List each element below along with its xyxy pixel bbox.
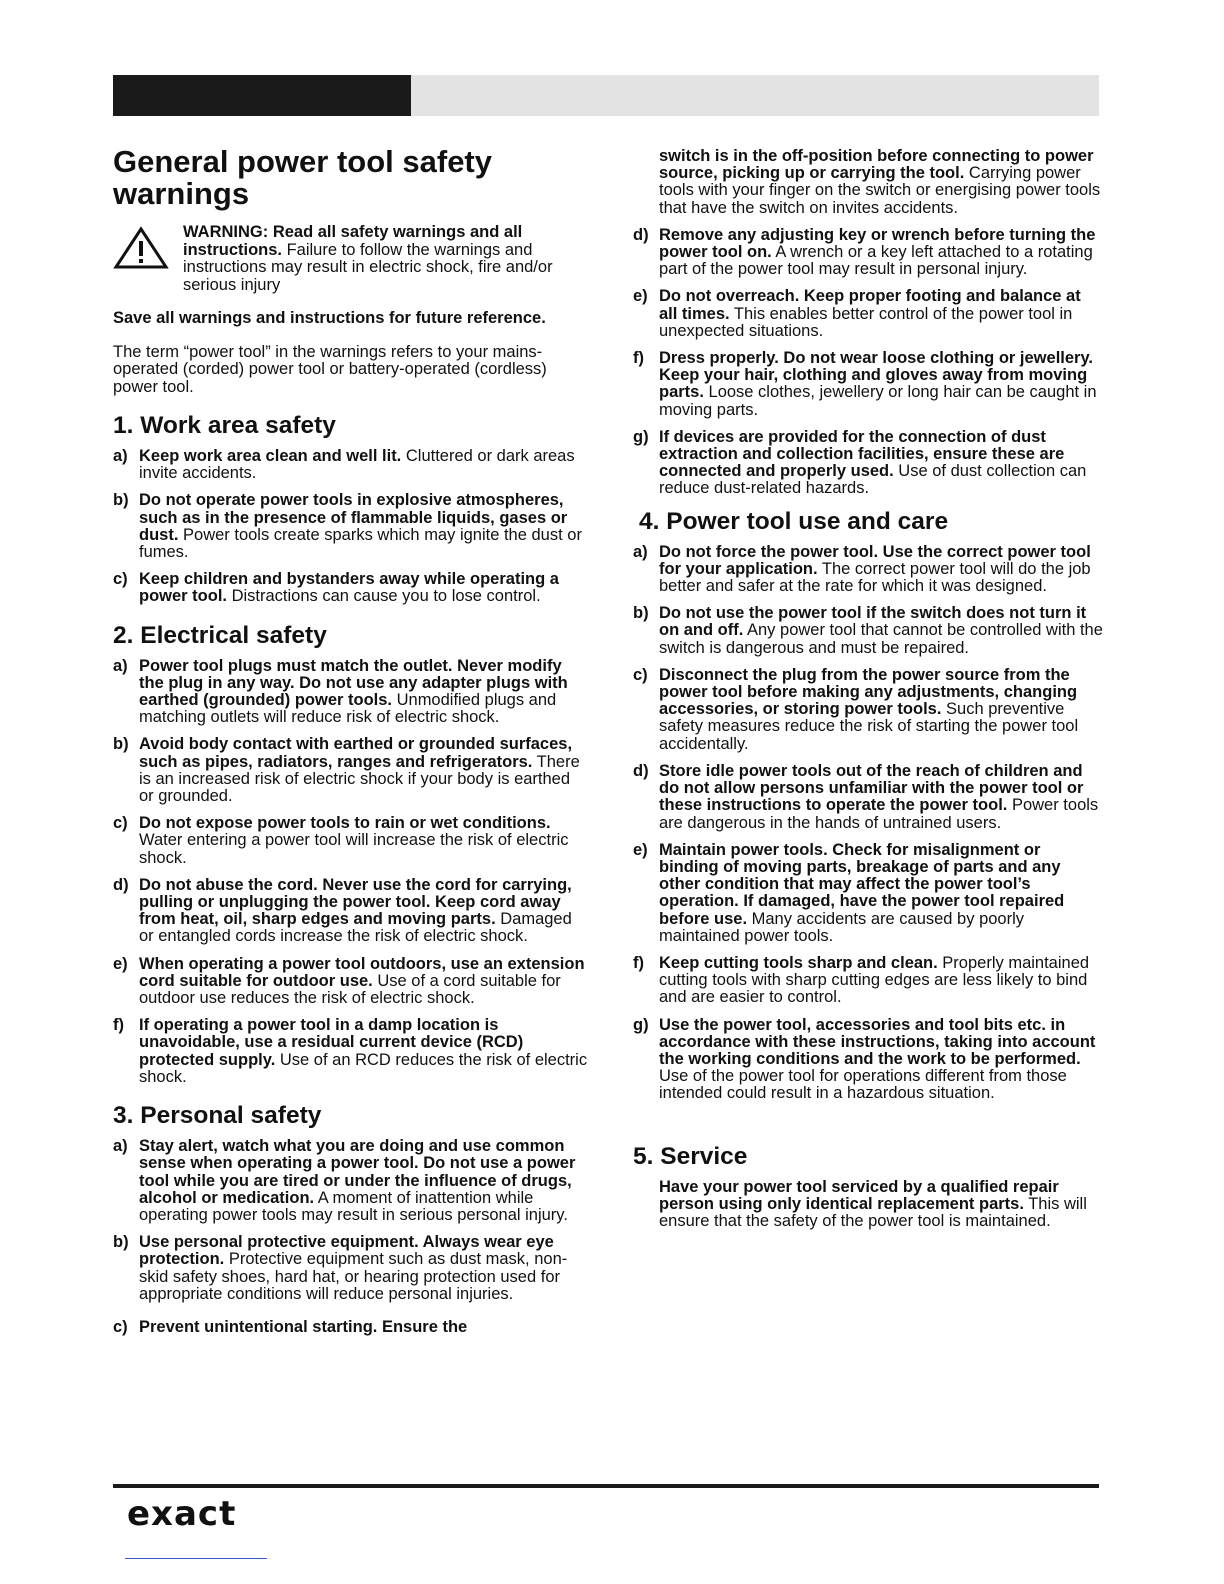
- item-text: Do not operate power tools in explosive atmospheres, such as in the presence of flammable liquids, gases or dust. Power tools create sparks which may ignite the dust or fumes.: [139, 491, 582, 562]
- item-label: d): [113, 875, 129, 894]
- list-item: [633, 605, 1103, 657]
- item-label: f): [633, 349, 644, 368]
- list-item: [633, 429, 1103, 498]
- item-label: b): [113, 1233, 129, 1252]
- warning-body: Failure to follow the warnings and instructions may result in electric shock, fire and/or serious injury: [183, 240, 553, 294]
- list-item: [113, 877, 588, 946]
- item-text: Do not overreach. Keep proper footing and balance at all times. This enables better control of the power tool in unexpected situations.: [659, 287, 1081, 340]
- save-note: [113, 310, 588, 328]
- item-label: c): [113, 814, 128, 833]
- list-item: [113, 1017, 588, 1086]
- warning-text: [113, 224, 588, 294]
- item-label: a): [113, 447, 128, 465]
- list-item: [633, 227, 1103, 279]
- item-label: c): [113, 1317, 128, 1336]
- list-item: [113, 658, 588, 727]
- section-use-care-list: [633, 544, 1103, 1103]
- item-label: b): [113, 735, 129, 754]
- item-text: Use the power tool, accessories and tool bits etc. in accordance with these instructions, taking into account the working conditions and the work to be performed. Use of the power tool for operations different from those intended could result in a hazardous situation.: [659, 1015, 1096, 1103]
- warning-triangle-icon: [113, 226, 169, 270]
- section-service-heading: 5. Service: [633, 1142, 748, 1170]
- section-use-care-heading: 4. Power tool use and care: [639, 507, 949, 535]
- item-label: c): [633, 665, 648, 684]
- section-work-area-list: [113, 448, 588, 606]
- list-item: [113, 448, 588, 482]
- list-item-continued: [633, 148, 1103, 217]
- item-text: Prevent unintentional starting. Ensure the: [139, 1317, 468, 1336]
- item-text: Keep children and bystanders away while operating a power tool. Distractions can cause you to lose control.: [139, 570, 559, 606]
- item-text: Do not expose power tools to rain or wet conditions. Water entering a power tool will increase the risk of electric shock.: [139, 814, 569, 867]
- header-dark-bar: [113, 75, 411, 116]
- item-text: switch is in the off-position before connecting to power source, picking up or carrying the tool. Carrying power tools with your finger on the switch or energising power tools that have the switch on invites accidents.: [659, 147, 1101, 217]
- page-title: General power tool safety warnings: [113, 144, 492, 211]
- header-light-bar: [411, 75, 1099, 116]
- list-item: [113, 492, 588, 561]
- item-label: c): [113, 570, 128, 589]
- item-text: Keep work area clean and well lit. Cluttered or dark areas invite accidents.: [139, 447, 575, 483]
- section-personal-list: [113, 1138, 588, 1336]
- item-text: Do not force the power tool. Use the correct power tool for your application. The correct power tool will do the job better and safer at the rate for which it was designed.: [659, 542, 1091, 596]
- item-text: When operating a power tool outdoors, use an extension cord suitable for outdoor use. Use of a cord suitable for outdoor use reduces the risk of electric shock.: [139, 954, 585, 1008]
- item-label: f): [113, 1016, 124, 1035]
- item-text: Dress properly. Do not wear loose clothing or jewellery. Keep your hair, clothing and gloves away from moving parts. Loose clothes, jewellery or long hair can be caught in moving parts.: [659, 349, 1097, 419]
- list-item: [633, 350, 1103, 419]
- item-label: b): [113, 491, 129, 510]
- item-text: Use personal protective equipment. Always wear eye protection. Protective equipment such as dust mask, non-skid safety shoes, hard hat, or hearing protection used for appropriate conditions will reduce personal injuries.: [139, 1233, 568, 1303]
- item-label: g): [633, 427, 649, 446]
- brand-logo: exact: [127, 1494, 237, 1534]
- left-column: [113, 146, 588, 1346]
- list-item: [113, 956, 588, 1008]
- item-text: Maintain power tools. Check for misalignment or binding of moving parts, breakage of parts and any other condition that may affect the power tool’s operation. If damaged, have the power tool repaired before use. Many accidents are caused by poorly maintained power tools.: [659, 840, 1065, 945]
- item-label: d): [633, 761, 649, 780]
- section-electrical-list: [113, 658, 588, 1086]
- item-text: Do not abuse the cord. Never use the cord for carrying, pulling or unplugging the power tool. Keep cord away from heat, oil, sharp edges and moving parts. Damaged or entangled cords increase the risk of electric shock.: [139, 875, 572, 946]
- item-label: e): [113, 954, 128, 973]
- service-text: Have your power tool serviced by a qualified repair person using only identical replacement parts. This will ensure that the safety of the power tool is maintained.: [659, 1177, 1087, 1230]
- item-label: a): [113, 656, 128, 675]
- list-item: [633, 288, 1103, 340]
- item-label: g): [633, 1015, 649, 1034]
- list-item: [113, 736, 588, 805]
- section-personal-heading: 3. Personal safety: [113, 1102, 322, 1130]
- list-item: [633, 667, 1103, 753]
- item-label: f): [633, 953, 644, 972]
- save-note-text: Save all warnings and instructions for future reference.: [113, 309, 546, 327]
- item-label: e): [633, 287, 648, 306]
- item-text: Remove any adjusting key or wrench before turning the power tool on. A wrench or a key left attached to a rotating part of the power tool may result in personal injury.: [659, 225, 1096, 279]
- list-item: [633, 763, 1103, 832]
- item-text: Keep cutting tools sharp and clean. Properly maintained cutting tools with sharp cutting edges are less likely to bind and are easier to control.: [659, 953, 1090, 1007]
- warning-bold: WARNING: Read all safety warnings and all instructions.: [183, 223, 523, 259]
- list-item: [113, 1138, 588, 1224]
- list-item: [113, 571, 588, 605]
- item-label: a): [633, 542, 648, 561]
- item-label: a): [113, 1137, 128, 1156]
- footer-rule: [113, 1484, 1099, 1488]
- section-electrical-heading: 2. Electrical safety: [113, 621, 327, 649]
- list-item: [633, 842, 1103, 945]
- item-text: Power tool plugs must match the outlet. Never modify the plug in any way. Do not use any adapter plugs with earthed (grounded) power tools. Unmodified plugs and matching outlets will reduce risk of electric shock.: [139, 656, 568, 727]
- list-item: [633, 544, 1103, 596]
- list-item: [633, 1017, 1103, 1103]
- item-text: Stay alert, watch what you are doing and use common sense when operating a power tool. Do not use a power tool while you are tired or under the influence of drugs, alcohol or medication. A moment of inattention while operating power tools may result in serious personal injury.: [139, 1137, 576, 1224]
- item-label: b): [633, 604, 649, 623]
- section-personal-list-continued: [633, 227, 1103, 498]
- item-text: If devices are provided for the connection of dust extraction and collection facilities, ensure these are connected and properly used. Use of dust collection can reduce dust-related hazards.: [659, 427, 1087, 498]
- warning-block: [113, 224, 588, 294]
- item-label: d): [633, 225, 649, 244]
- item-label: e): [633, 840, 648, 859]
- list-item: [113, 1234, 588, 1303]
- item-text: If operating a power tool in a damp location is unavoidable, use a residual current device (RCD) protected supply. Use of an RCD reduces the risk of electric shock.: [139, 1016, 588, 1086]
- item-text: Disconnect the plug from the power source from the power tool before making any adjustments, changing accessories, or storing power tools. Such preventive safety measures reduce the risk of starting the power tool accidentally.: [659, 665, 1079, 753]
- item-text: Avoid body contact with earthed or grounded surfaces, such as pipes, radiators, ranges and refrigerators. There is an increased risk of electric shock if your body is earthed or grounded.: [139, 735, 580, 806]
- item-text: Do not use the power tool if the switch does not turn it on and off. Any power tool that cannot be controlled with the switch is dangerous and must be repaired.: [659, 604, 1103, 657]
- right-column: [633, 148, 1103, 1230]
- item-text: Store idle power tools out of the reach of children and do not allow persons unfamiliar with the power tool or these instructions to operate the power tool. Power tools are dangerous in the hands of untrained users.: [659, 761, 1099, 832]
- list-item: [633, 955, 1103, 1007]
- section-work-area-heading: 1. Work area safety: [113, 412, 336, 439]
- term-note: The term “power tool” in the warnings refers to your mains-operated (corded) power tool or battery-operated (cordless) power tool.: [113, 342, 547, 396]
- list-item: [113, 815, 588, 867]
- footer-link-underline: [125, 1558, 267, 1559]
- list-item: [113, 1319, 588, 1336]
